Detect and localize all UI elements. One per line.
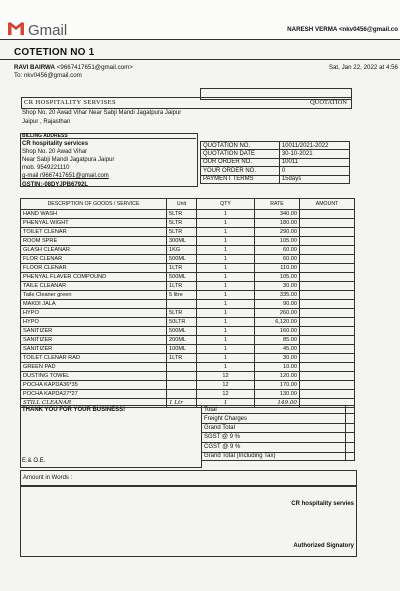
total-row: Grand Total (Including Tax) (202, 452, 355, 460)
item-rate: 149.00 (255, 399, 300, 408)
item-amount (300, 372, 355, 381)
item-unit: 5 litre (167, 291, 197, 300)
item-qty: 1 (197, 291, 255, 300)
item-rate: 340.00 (255, 210, 300, 219)
item-amount (300, 246, 355, 255)
item-rate: 60.00 (255, 246, 300, 255)
table-row (21, 228, 355, 237)
item-amount (300, 219, 355, 228)
item-description: GREEN PAD (21, 363, 167, 372)
item-unit: 500ML (167, 273, 197, 282)
item-rate: 335.00 (255, 291, 300, 300)
item-rate: 160.00 (255, 327, 300, 336)
table-row (21, 336, 355, 345)
item-amount (300, 345, 355, 354)
item-unit: 1LTR (167, 264, 197, 273)
app-name: Gmail (28, 22, 68, 39)
item-amount (300, 210, 355, 219)
item-description: HYPO (21, 318, 167, 327)
item-rate: 105.00 (255, 237, 300, 246)
item-qty: 1 (197, 300, 255, 309)
item-qty: 12 (197, 381, 255, 390)
item-rate: 30.00 (255, 282, 300, 291)
item-qty: 1 (197, 264, 255, 273)
item-unit: 300ML (167, 237, 197, 246)
total-row: Grand Total (202, 424, 355, 432)
item-unit: 1KG (167, 246, 197, 255)
items-table (20, 198, 355, 408)
total-row: CGST @ 9 % (202, 442, 355, 452)
quotation-label: QUOTATION (309, 99, 347, 106)
item-rate: 170.00 (255, 381, 300, 390)
item-rate: 120.00 (255, 372, 300, 381)
col-rate: RATE (255, 199, 300, 210)
item-description: GLASH CLEANAR (21, 246, 167, 255)
notes-box (20, 405, 202, 468)
quote-row: QUOTATION NO. 10011/2021-2022 (201, 142, 350, 150)
table-row (21, 219, 355, 228)
item-amount (300, 228, 355, 237)
item-amount (300, 237, 355, 246)
item-description: SANITIZER (21, 345, 167, 354)
item-description: FLOOR CLENAR (21, 264, 167, 273)
item-unit (167, 363, 197, 372)
item-rate: 30.00 (255, 354, 300, 363)
subject-divider (0, 59, 400, 60)
item-rate: 90.00 (255, 300, 300, 309)
item-amount (300, 354, 355, 363)
item-unit (167, 300, 197, 309)
billing-name: CR hospitality services (22, 141, 89, 147)
table-row (21, 327, 355, 336)
thank-you-note: THANK YOU FOR YOUR BUSINESS! (22, 407, 126, 413)
table-row (21, 246, 355, 255)
item-description: TOILET CLENAR RAD (21, 354, 167, 363)
company-address-line-1: Shop No. 20 Awad Vihar Near Sabji Mandi Jagatpura Jaipur (22, 110, 182, 116)
col-description: DESCRIPTION OF GOODS / SERVICE (21, 199, 167, 210)
authorized-signatory: Authorized Signatory (293, 543, 354, 549)
company-address-line-2: Jaipur , Rajasthan (22, 119, 71, 125)
item-amount (300, 291, 355, 300)
item-qty: 1 (197, 210, 255, 219)
table-row (21, 264, 355, 273)
table-row (21, 282, 355, 291)
item-unit (167, 381, 197, 390)
item-amount (300, 327, 355, 336)
item-unit (167, 372, 197, 381)
item-qty: 1 (197, 273, 255, 282)
col-amount: AMOUNT (300, 199, 355, 210)
item-description: POCHA KAPDA27*27 (21, 390, 167, 399)
item-unit: 1 Ltr (167, 399, 197, 408)
item-amount (300, 318, 355, 327)
email-sender[interactable] (14, 64, 133, 71)
email-date: Sat, Jan 22, 2022 at 4:56 (328, 64, 398, 71)
item-rate: 6,120.00 (255, 318, 300, 327)
header-divider (0, 39, 400, 40)
item-unit: 200ML (167, 336, 197, 345)
gmail-logo-icon[interactable] (8, 21, 24, 35)
item-unit: 500ML (167, 327, 197, 336)
table-row (21, 255, 355, 264)
billing-email: g-mail r9667417651@gmail.com (22, 173, 109, 179)
item-description: TOILET CLENAR (21, 228, 167, 237)
item-qty: 1 (197, 309, 255, 318)
table-row (21, 300, 355, 309)
item-unit: 5LTR (167, 309, 197, 318)
item-amount (300, 255, 355, 264)
item-unit: 50LTR (167, 318, 197, 327)
sender-name: RAVI BAIRWA (14, 64, 56, 71)
item-qty: 1 (197, 345, 255, 354)
sender-email: <9667417651@gmail.com> (56, 64, 133, 71)
total-row: SGST @ 9 % (202, 432, 355, 442)
table-row (21, 354, 355, 363)
item-qty: 1 (197, 363, 255, 372)
signature-box (20, 485, 357, 557)
eoe-note: E.& O.E. (22, 458, 46, 464)
table-row (21, 390, 355, 399)
table-row (21, 273, 355, 282)
item-amount (300, 309, 355, 318)
company-header-box (21, 97, 352, 109)
item-qty: 1 (197, 228, 255, 237)
footer-company: CR hospitality servies (291, 501, 354, 507)
item-unit: 5LTR (167, 219, 197, 228)
table-row (21, 381, 355, 390)
table-row (21, 318, 355, 327)
quotation-details (200, 141, 350, 184)
amount-words-label: Amount in Words : (23, 475, 73, 481)
item-rate: 45.00 (255, 345, 300, 354)
table-row (21, 372, 355, 381)
item-description: HAND WASH (21, 210, 167, 219)
item-description: MAKDI JALA (21, 300, 167, 309)
col-unit: Unit (167, 199, 197, 210)
billing-divider (21, 138, 196, 139)
email-subject: COTETION NO 1 (14, 47, 95, 58)
item-qty: 1 (197, 327, 255, 336)
billing-gstin: GSTIN:-08DYJPB6792L (22, 182, 89, 188)
item-qty: 1 (197, 282, 255, 291)
item-rate: 290.00 (255, 228, 300, 237)
account-user[interactable]: NARESH VERMA <nkv0456@gmail.co (287, 26, 398, 33)
item-unit: 1LTR (167, 282, 197, 291)
total-row: Freight Charges (202, 414, 355, 424)
item-rate: 130.00 (255, 390, 300, 399)
item-rate: 260.00 (255, 309, 300, 318)
item-qty: 12 (197, 372, 255, 381)
item-description: PHENYAL WIGHT (21, 219, 167, 228)
item-qty: 1 (197, 399, 255, 408)
item-description: SANITIZER (21, 327, 167, 336)
totals-table (201, 405, 355, 461)
item-amount (300, 264, 355, 273)
item-qty: 1 (197, 237, 255, 246)
email-recipient: To: nkv0456@gmail.com (14, 72, 82, 79)
quote-row: OUR ORDER NO. 10011 (201, 158, 350, 166)
item-amount (300, 273, 355, 282)
item-amount (300, 282, 355, 291)
company-header: CR HOSPITALITY SERVISES (24, 99, 117, 106)
col-qty: QTY (197, 199, 255, 210)
item-description: ROOM SPRE (21, 237, 167, 246)
billing-mob: mob. 9549221110 (22, 165, 70, 171)
item-rate: 105.00 (255, 273, 300, 282)
item-unit: 100ML (167, 345, 197, 354)
item-description: FLOR CLENAR (21, 255, 167, 264)
item-rate: 110.00 (255, 264, 300, 273)
item-unit: 1LTR (167, 354, 197, 363)
item-unit (167, 390, 197, 399)
item-rate: 60.00 (255, 255, 300, 264)
item-qty: 1 (197, 246, 255, 255)
item-amount (300, 381, 355, 390)
table-row (21, 309, 355, 318)
billing-line-1: Shop No. 20 Awad Vihar (22, 149, 88, 155)
item-unit: 5LTR (167, 228, 197, 237)
item-qty: 1 (197, 219, 255, 228)
item-qty: 12 (197, 390, 255, 399)
item-amount (300, 300, 355, 309)
item-description: POCHA KAPDA36*35 (21, 381, 167, 390)
item-amount (300, 363, 355, 372)
quote-row: PAYMENT TERMS 15days (201, 175, 350, 183)
item-qty: 1 (197, 255, 255, 264)
item-description: SANITIZER (21, 336, 167, 345)
item-qty: 1 (197, 318, 255, 327)
item-amount (300, 390, 355, 399)
table-row (21, 291, 355, 300)
quote-row: QUOTATION DATE 30-10-2021 (201, 150, 350, 158)
billing-line-2: Near Sabji Mandi Jagatpura Jaipur (22, 157, 115, 163)
item-unit: 500ML (167, 255, 197, 264)
table-row (21, 345, 355, 354)
item-qty: 1 (197, 354, 255, 363)
item-description: DUSTING TOWEL (21, 372, 167, 381)
billing-label: BILLING ADDRESS (22, 133, 68, 139)
table-row (21, 210, 355, 219)
item-rate: 85.00 (255, 336, 300, 345)
item-description: TAILE CLEANAR (21, 282, 167, 291)
item-rate: 10.00 (255, 363, 300, 372)
quote-row: YOUR ORDER NO. 0 (201, 167, 350, 175)
item-description: STILL CLEANAR (21, 399, 167, 408)
item-qty: 1 (197, 336, 255, 345)
item-amount (300, 336, 355, 345)
item-unit: 5LTR (167, 210, 197, 219)
item-rate: 180.00 (255, 219, 300, 228)
total-row: Total (202, 406, 355, 414)
table-row (21, 363, 355, 372)
item-description: HYPO (21, 309, 167, 318)
table-row (21, 237, 355, 246)
item-description: Taile Cleaner green (21, 291, 167, 300)
item-description: PHENYAL FLAVER COMPOUND (21, 273, 167, 282)
